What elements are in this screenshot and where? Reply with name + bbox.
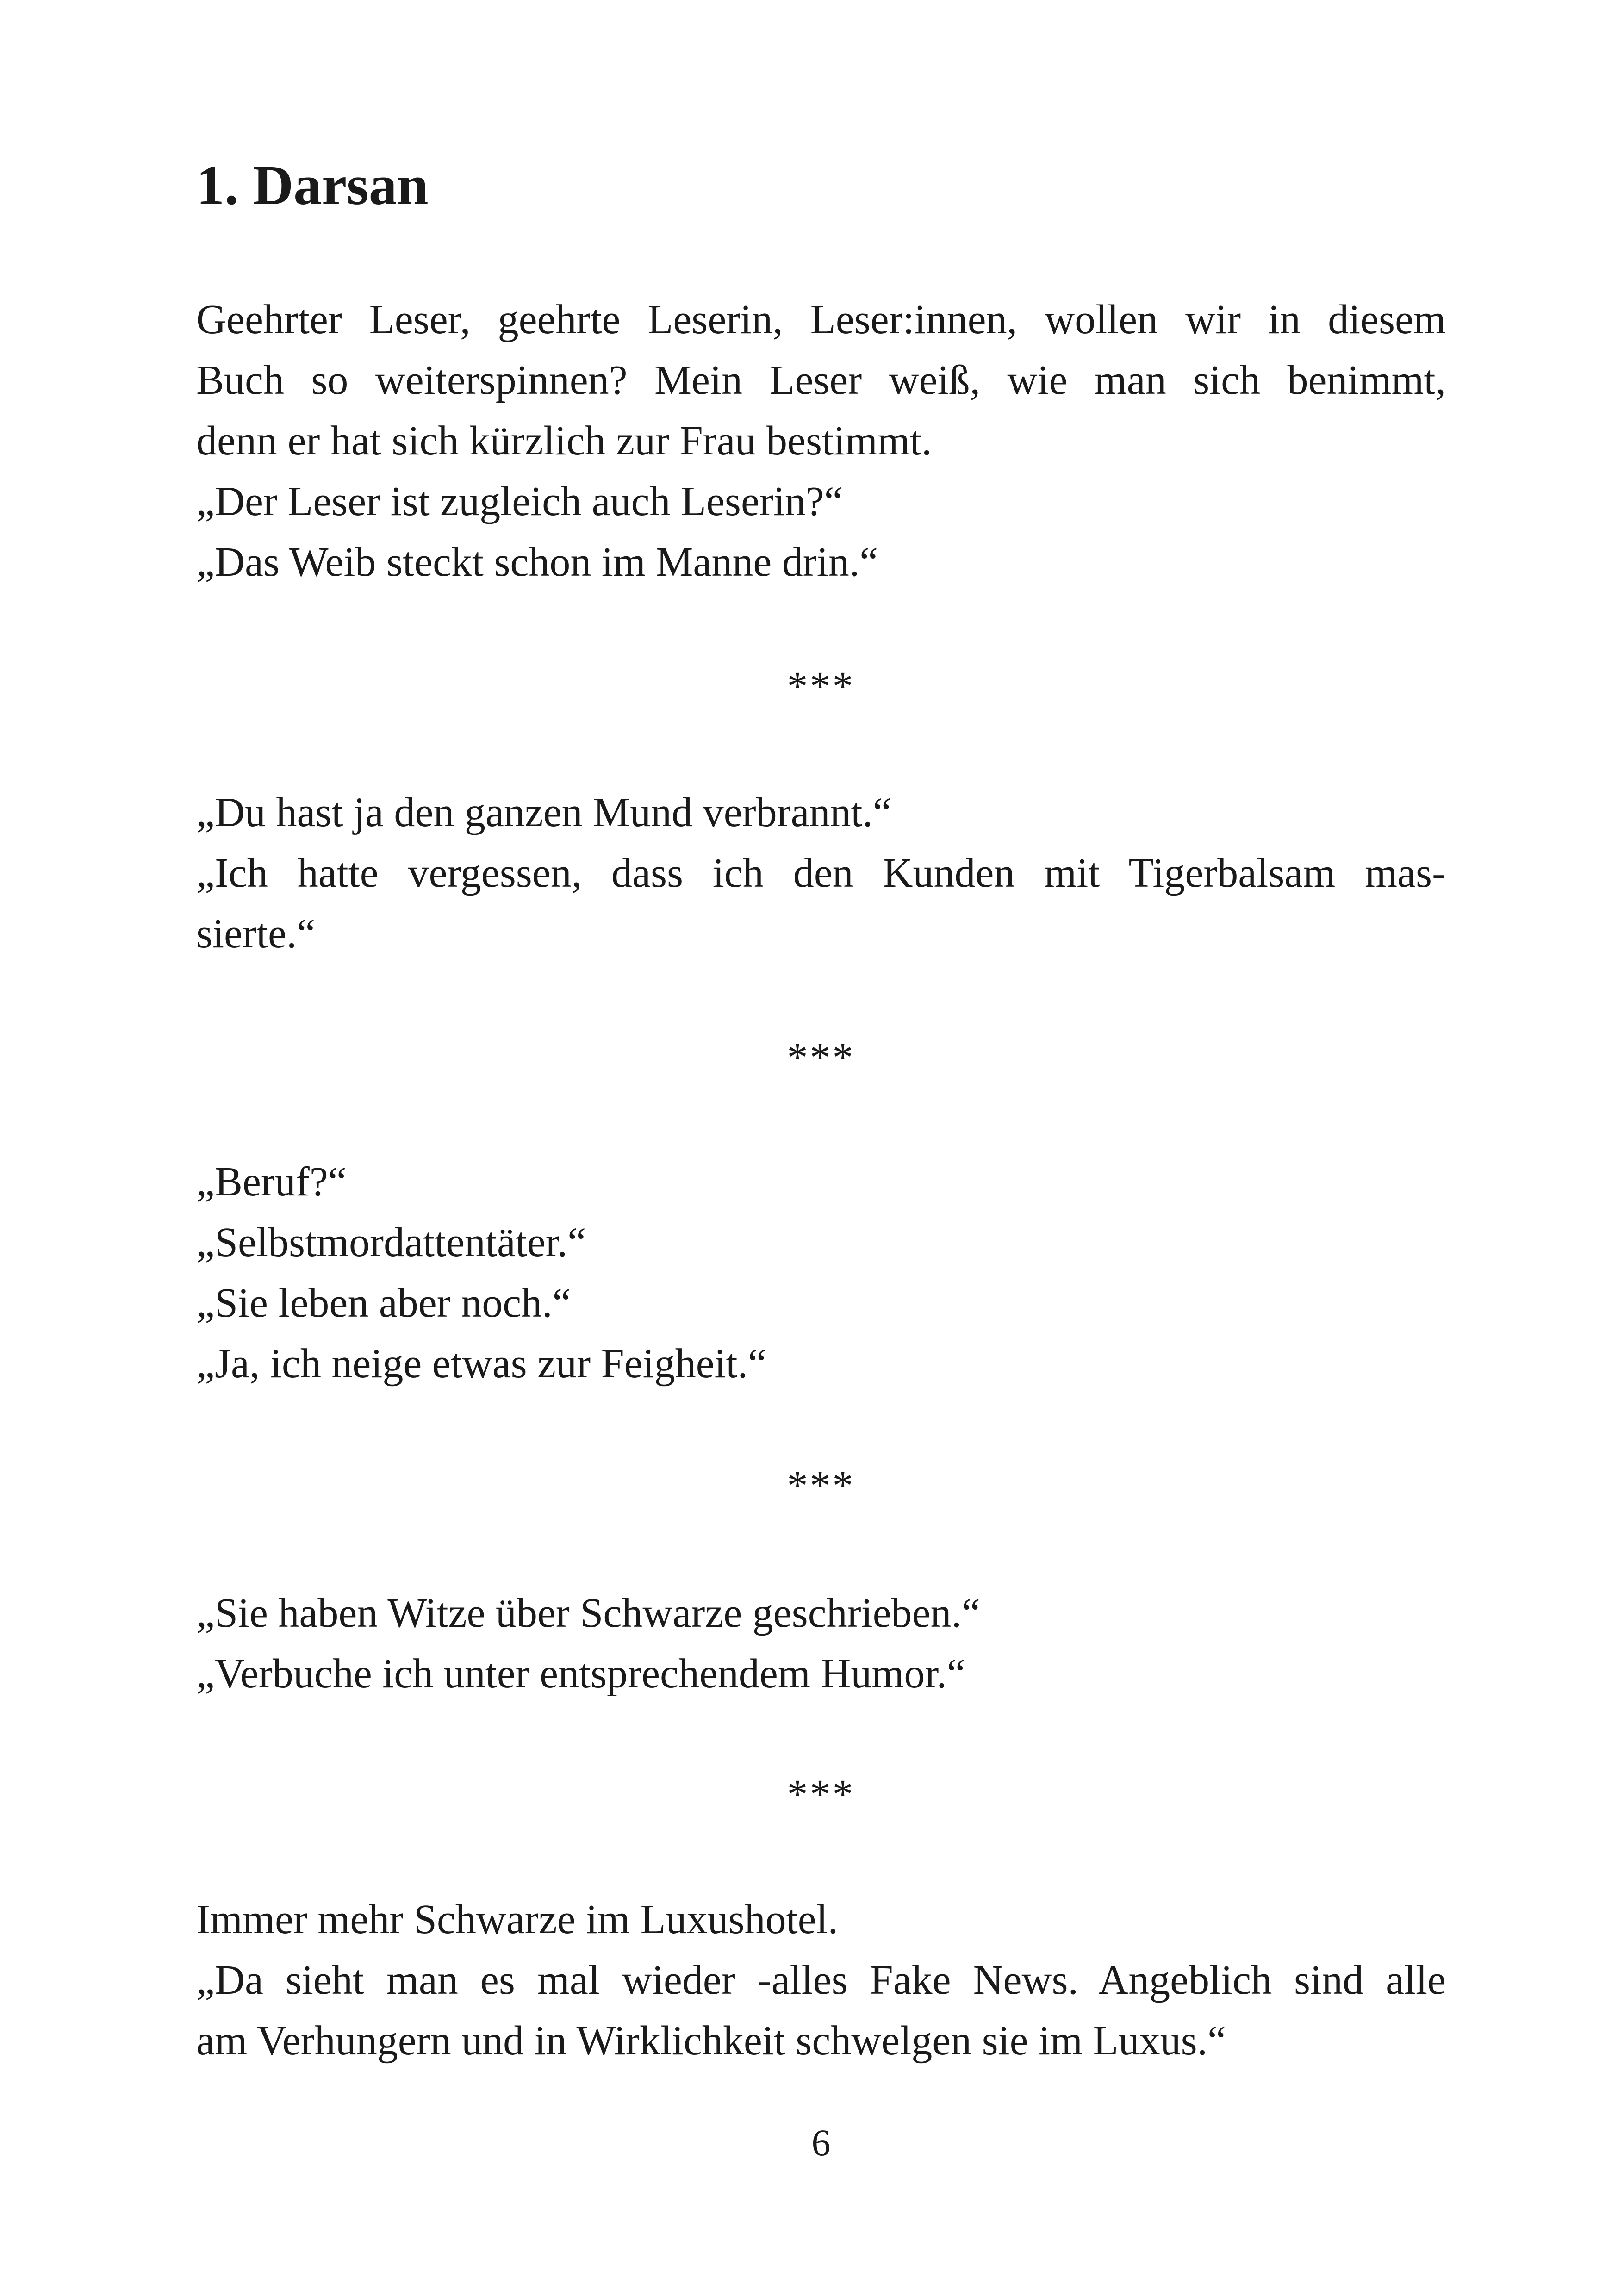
text-line: „Ja, ich neige etwas zur Feigheit.“: [196, 1341, 767, 1387]
text-line: Geehrter Leser, geehrte Leserin, Leser:innen, wollen wir in diesem: [196, 297, 1446, 342]
section-separator: ***: [787, 1772, 855, 1817]
text-line: „Da sieht man es mal wieder -alles Fake News. Angeblich sind alle: [196, 1957, 1446, 2003]
section-separator: ***: [787, 664, 855, 709]
text-line: „Beruf?“: [196, 1159, 347, 1205]
text-line: „Der Leser ist zugleich auch Leserin?“: [196, 479, 843, 524]
text-line: „Verbuche ich unter entsprechendem Humor.“: [196, 1651, 965, 1697]
section-separator: ***: [787, 1463, 855, 1509]
text-section-4: [196, 1583, 1446, 1704]
section-separator: ***: [787, 1035, 855, 1081]
book-page: [196, 0, 1446, 2296]
text-line: „Ich hatte vergessen, dass ich den Kunden mit Tigerbalsam mas-: [196, 850, 1446, 896]
text-section-5: [196, 1889, 1446, 2071]
text-line: „Das Weib steckt schon im Manne drin.“: [196, 539, 878, 585]
text-line: „Selbstmordattentäter.“: [196, 1220, 586, 1265]
text-line: „Du hast ja den ganzen Mund verbrannt.“: [196, 790, 891, 835]
text-line: sierte.“: [196, 911, 316, 957]
page-number: 6: [811, 2122, 831, 2164]
text-line: Immer mehr Schwarze im Luxushotel.: [196, 1897, 839, 1942]
text-line: denn er hat sich kürzlich zur Frau bestimmt.: [196, 418, 932, 464]
text-line: am Verhungern und in Wirklichkeit schwelgen sie im Luxus.“: [196, 2018, 1226, 2064]
text-line: „Sie leben aber noch.“: [196, 1280, 571, 1326]
text-section-1: [196, 289, 1446, 592]
text-line: Buch so weiterspinnen? Mein Leser weiß, wie man sich benimmt,: [196, 357, 1446, 403]
text-section-3: [196, 1151, 1446, 1394]
chapter-title: 1. Darsan: [196, 154, 429, 217]
text-section-2: [196, 782, 1446, 964]
text-line: „Sie haben Witze über Schwarze geschrieben.“: [196, 1590, 980, 1636]
